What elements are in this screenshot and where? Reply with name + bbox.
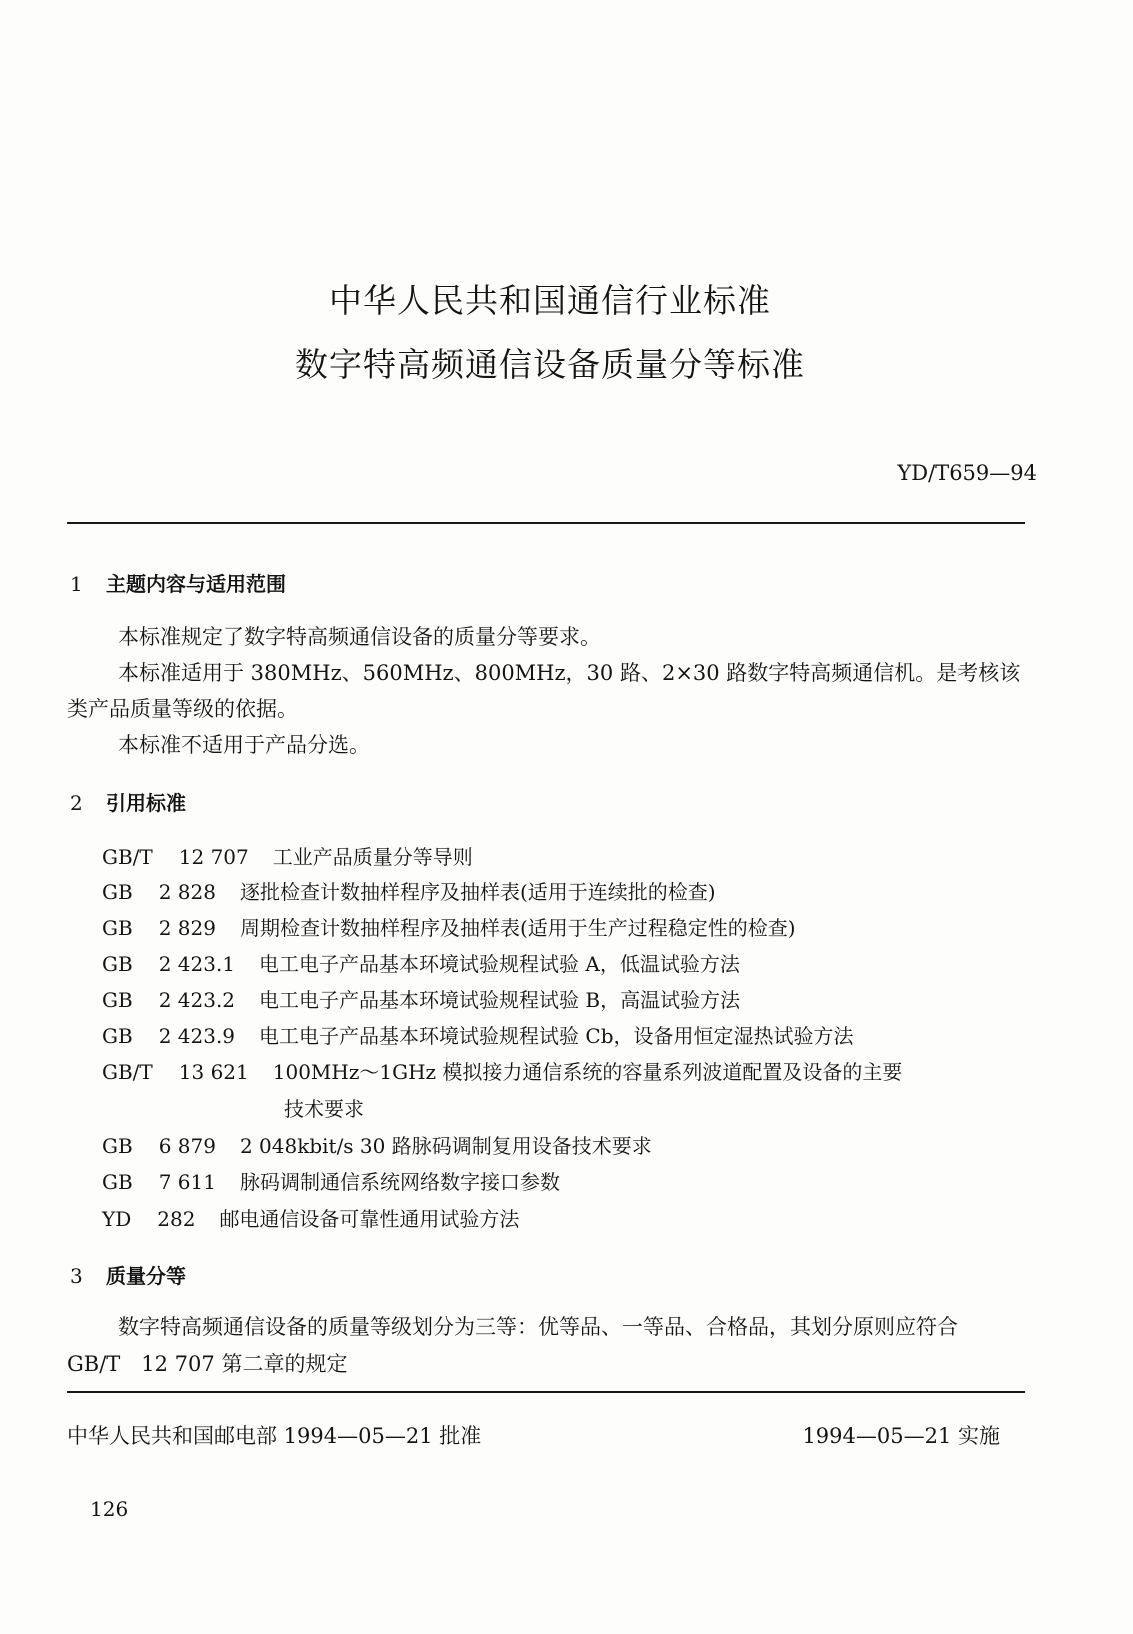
ref-number: 2 423.9: [158, 1024, 236, 1048]
ref-code: GB: [102, 988, 133, 1012]
ref-number: 7 611: [158, 1170, 216, 1194]
section-3-heading: [70, 1260, 186, 1289]
ref-number: 2 423.1: [158, 952, 236, 976]
ref-item: [102, 841, 473, 870]
ref-item: [102, 1166, 560, 1195]
section-1-heading: [70, 568, 286, 597]
ref-code: GB/T: [102, 1060, 153, 1084]
ref-item: [102, 1020, 854, 1049]
ref-title: 邮电通信设备可靠性通用试验方法: [219, 1207, 520, 1231]
ref-title: 100MHz～1GHz 模拟接力通信系统的容量系列波道配置及设备的主要: [272, 1060, 903, 1084]
section-1-number: 1: [70, 572, 83, 596]
ref-item: [102, 1056, 902, 1085]
section-2-title: 引用标准: [106, 791, 186, 815]
ref-number: 2 828: [158, 880, 216, 904]
ref-number: 13 621: [178, 1060, 249, 1084]
section-1-title: 主题内容与适用范围: [106, 572, 286, 596]
section-3-para-line-1: 数字特高频通信设备的质量等级划分为三等：优等品、一等品、合格品，其划分原则应符合: [118, 1315, 958, 1339]
header-divider: [67, 522, 1025, 524]
ref-code: GB: [102, 916, 133, 940]
ref-item: [102, 948, 740, 977]
ref-number: 282: [157, 1207, 196, 1231]
ref-title: 2 048kbit/s 30 路脉码调制复用设备技术要求: [239, 1134, 652, 1158]
section-2-heading: [70, 787, 186, 816]
ref-number: 12 707: [178, 845, 249, 869]
ref-title: 脉码调制通信系统网络数字接口参数: [239, 1170, 560, 1194]
standard-code: YD/T659—94: [897, 461, 1037, 485]
ref-number: 6 879: [158, 1134, 216, 1158]
ref-code: GB: [102, 880, 133, 904]
ref-title: 电工电子产品基本环境试验规程试验 B，高温试验方法: [259, 988, 741, 1012]
title-line-2: 数字特高频通信设备质量分等标准: [295, 345, 805, 384]
ref-number: 2 829: [158, 916, 216, 940]
section-1-para-3: 本标准不适用于产品分选。: [118, 733, 370, 757]
ref-code: YD: [102, 1207, 132, 1231]
ref-title: 逐批检查计数抽样程序及抽样表(适用于连续批的检查): [239, 880, 716, 904]
approval-line: 中华人民共和国邮电部 1994—05—21 批准: [67, 1424, 482, 1448]
section-1-para-1: 本标准规定了数字特高频通信设备的质量分等要求。: [118, 625, 601, 649]
footer-divider: [67, 1391, 1025, 1393]
ref-item: [102, 984, 740, 1013]
ref-item: [102, 912, 796, 941]
page-number: 126: [90, 1497, 129, 1521]
ref-item: [102, 1130, 652, 1159]
ref-code: GB: [102, 1024, 133, 1048]
ref-code: GB: [102, 952, 133, 976]
ref-item: [102, 876, 716, 905]
ref-item: [102, 1203, 519, 1232]
section-1-para-2-line-1: 本标准适用于 380MHz、560MHz、800MHz，30 路、2×30 路数字特高频通信机。是考核该: [118, 661, 1021, 685]
ref-title-continuation: 技术要求: [284, 1097, 364, 1121]
ref-code: GB: [102, 1170, 133, 1194]
section-3-title: 质量分等: [106, 1264, 186, 1288]
ref-title: 电工电子产品基本环境试验规程试验 A，低温试验方法: [259, 952, 740, 976]
ref-code: GB/T: [102, 845, 153, 869]
ref-title: 电工电子产品基本环境试验规程试验 Cb，设备用恒定湿热试验方法: [259, 1024, 854, 1048]
ref-title: 工业产品质量分等导则: [272, 845, 473, 869]
section-2-number: 2: [70, 791, 83, 815]
ref-code: GB: [102, 1134, 133, 1158]
section-1-para-2-line-2: 类产品质量等级的依据。: [67, 697, 298, 721]
section-3-number: 3: [70, 1264, 83, 1288]
title-line-1: 中华人民共和国通信行业标准: [329, 281, 771, 320]
ref-number: 2 423.2: [158, 988, 236, 1012]
ref-title: 周期检查计数抽样程序及抽样表(适用于生产过程稳定性的检查): [239, 916, 796, 940]
effective-date: 1994—05—21 实施: [802, 1424, 1000, 1448]
section-3-para-line-2: GB/T 12 707 第二章的规定: [67, 1352, 348, 1376]
